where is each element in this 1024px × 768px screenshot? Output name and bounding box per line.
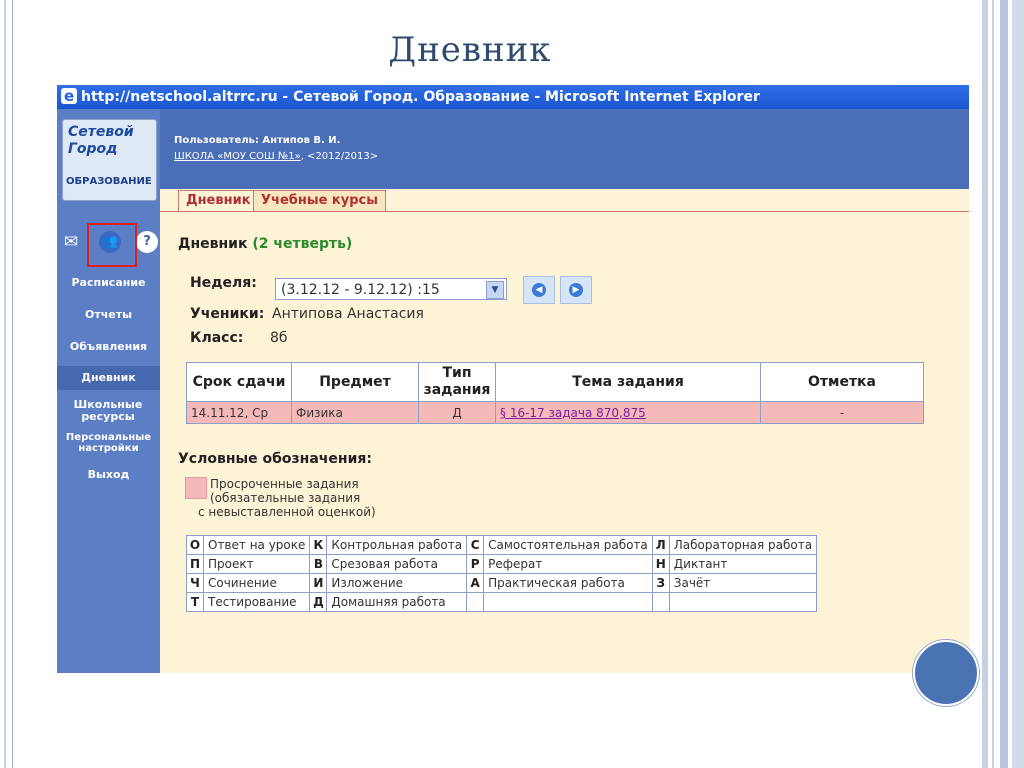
page-title — [178, 236, 352, 252]
window-titlebar — [57, 85, 969, 109]
code-value: Ответ на уроке — [204, 536, 310, 555]
diary-table — [186, 362, 924, 424]
school-info — [174, 151, 378, 162]
code-value: Зачёт — [669, 574, 816, 593]
week-label: Неделя: — [190, 275, 257, 291]
overdue-description — [198, 477, 376, 519]
code-value — [484, 593, 653, 612]
overdue-swatch — [185, 477, 207, 499]
school-link[interactable]: ШКОЛА «МОУ СОШ №1» — [174, 151, 301, 162]
code-key — [652, 593, 669, 612]
sidebar-item-exit[interactable]: Выход — [87, 468, 130, 481]
code-value: Срезовая работа — [327, 555, 467, 574]
overdue-line1: Просроченные задания — [210, 477, 359, 491]
code-value: Сочинение — [204, 574, 310, 593]
code-value: Контрольная работа — [327, 536, 467, 555]
page-title-text: Дневник — [178, 236, 248, 252]
code-value: Изложение — [327, 574, 467, 593]
next-week-button[interactable] — [560, 276, 592, 304]
arrow-right-icon: ▶ — [569, 283, 583, 297]
code-value: Диктант — [669, 555, 816, 574]
col-type: Тип задания — [419, 363, 496, 402]
overdue-line2: (обязательные задания — [210, 491, 361, 505]
cell-mark: - — [761, 402, 924, 424]
tab-diary[interactable]: Дневник — [178, 190, 259, 211]
decorative-circle — [913, 640, 979, 706]
main-content — [160, 212, 969, 673]
logo[interactable] — [62, 119, 157, 201]
overdue-line3: с невыставленной оценкой) — [198, 505, 376, 519]
student-label: Ученики: — [190, 306, 265, 322]
slide-right-border — [982, 0, 1024, 768]
window-title: http://netschool.altrrc.ru - Сетевой Город. Образование - Microsoft Internet Explorer — [81, 89, 760, 105]
sidebar-item-announcements[interactable]: Объявления — [69, 340, 148, 353]
topic-link[interactable]: § 16-17 задача 870,875 — [500, 405, 646, 420]
codes-row — [187, 593, 817, 612]
legend-title: Условные обозначения: — [178, 451, 372, 467]
code-key: З — [652, 574, 669, 593]
code-value: Реферат — [484, 555, 653, 574]
code-key: Д — [310, 593, 327, 612]
col-topic: Тема задания — [496, 363, 761, 402]
sidebar-item-reports[interactable]: Отчеты — [84, 308, 133, 321]
week-select[interactable] — [275, 278, 507, 300]
quarter-label: (2 четверть) — [252, 236, 353, 252]
code-value: Самостоятельная работа — [484, 536, 653, 555]
ie-icon — [61, 88, 77, 104]
logo-line1: Сетевой — [68, 124, 134, 140]
sidebar-item-diary[interactable]: Дневник — [57, 366, 160, 390]
help-icon[interactable]: ? — [136, 231, 158, 253]
school-year: , <2012/2013> — [300, 151, 379, 162]
slide-left-border — [0, 0, 13, 768]
code-value — [669, 593, 816, 612]
class-label: Класс: — [190, 330, 244, 346]
codes-row — [187, 555, 817, 574]
code-key — [467, 593, 484, 612]
code-key: С — [467, 536, 484, 555]
cell-due: 14.11.12, Ср — [187, 402, 292, 424]
slide-title: Дневник — [388, 30, 552, 70]
sidebar-item-personal-settings[interactable]: Персональные настройки — [65, 432, 152, 454]
prev-week-button[interactable] — [523, 276, 555, 304]
table-row — [187, 402, 924, 424]
sidebar-item-school-resources[interactable]: Школьные ресурсы — [73, 398, 143, 423]
highlight-box — [87, 223, 137, 267]
code-key: В — [310, 555, 327, 574]
codes-table — [186, 535, 817, 612]
code-value: Домашняя работа — [327, 593, 467, 612]
week-select-value: (3.12.12 - 9.12.12) :15 — [281, 282, 440, 298]
users-icon[interactable]: 👥 — [99, 231, 121, 253]
col-due: Срок сдачи — [187, 363, 292, 402]
code-value: Тестирование — [204, 593, 310, 612]
cell-topic — [496, 402, 761, 424]
code-key: Н — [652, 555, 669, 574]
col-subject: Предмет — [292, 363, 419, 402]
cell-subject: Физика — [292, 402, 419, 424]
user-bar — [160, 109, 969, 186]
logo-line2: Город — [68, 141, 118, 157]
cell-type: Д — [419, 402, 496, 424]
tabs — [160, 189, 969, 212]
sidebar-item-schedule[interactable]: Расписание — [71, 276, 146, 289]
class-value: 8б — [270, 330, 288, 346]
col-mark: Отметка — [761, 363, 924, 402]
chevron-down-icon[interactable]: ▼ — [486, 281, 504, 299]
arrow-left-icon: ◀ — [532, 283, 546, 297]
code-key: О — [187, 536, 204, 555]
codes-row — [187, 536, 817, 555]
mail-icon[interactable]: ✉ — [63, 232, 79, 252]
code-key: И — [310, 574, 327, 593]
code-key: Р — [467, 555, 484, 574]
code-key: Л — [652, 536, 669, 555]
code-value: Проект — [204, 555, 310, 574]
code-key: Т — [187, 593, 204, 612]
code-key: А — [467, 574, 484, 593]
tab-courses[interactable]: Учебные курсы — [253, 190, 386, 211]
sidebar — [57, 109, 160, 673]
student-value: Антипова Анастасия — [272, 306, 424, 322]
logo-line3: ОБРАЗОВАНИЕ — [66, 176, 152, 187]
browser-window — [57, 85, 969, 673]
code-value: Лабораторная работа — [669, 536, 816, 555]
code-key: Ч — [187, 574, 204, 593]
code-key: К — [310, 536, 327, 555]
code-value: Практическая работа — [484, 574, 653, 593]
code-key: П — [187, 555, 204, 574]
codes-row — [187, 574, 817, 593]
user-name: Пользователь: Антипов В. И. — [174, 135, 341, 146]
